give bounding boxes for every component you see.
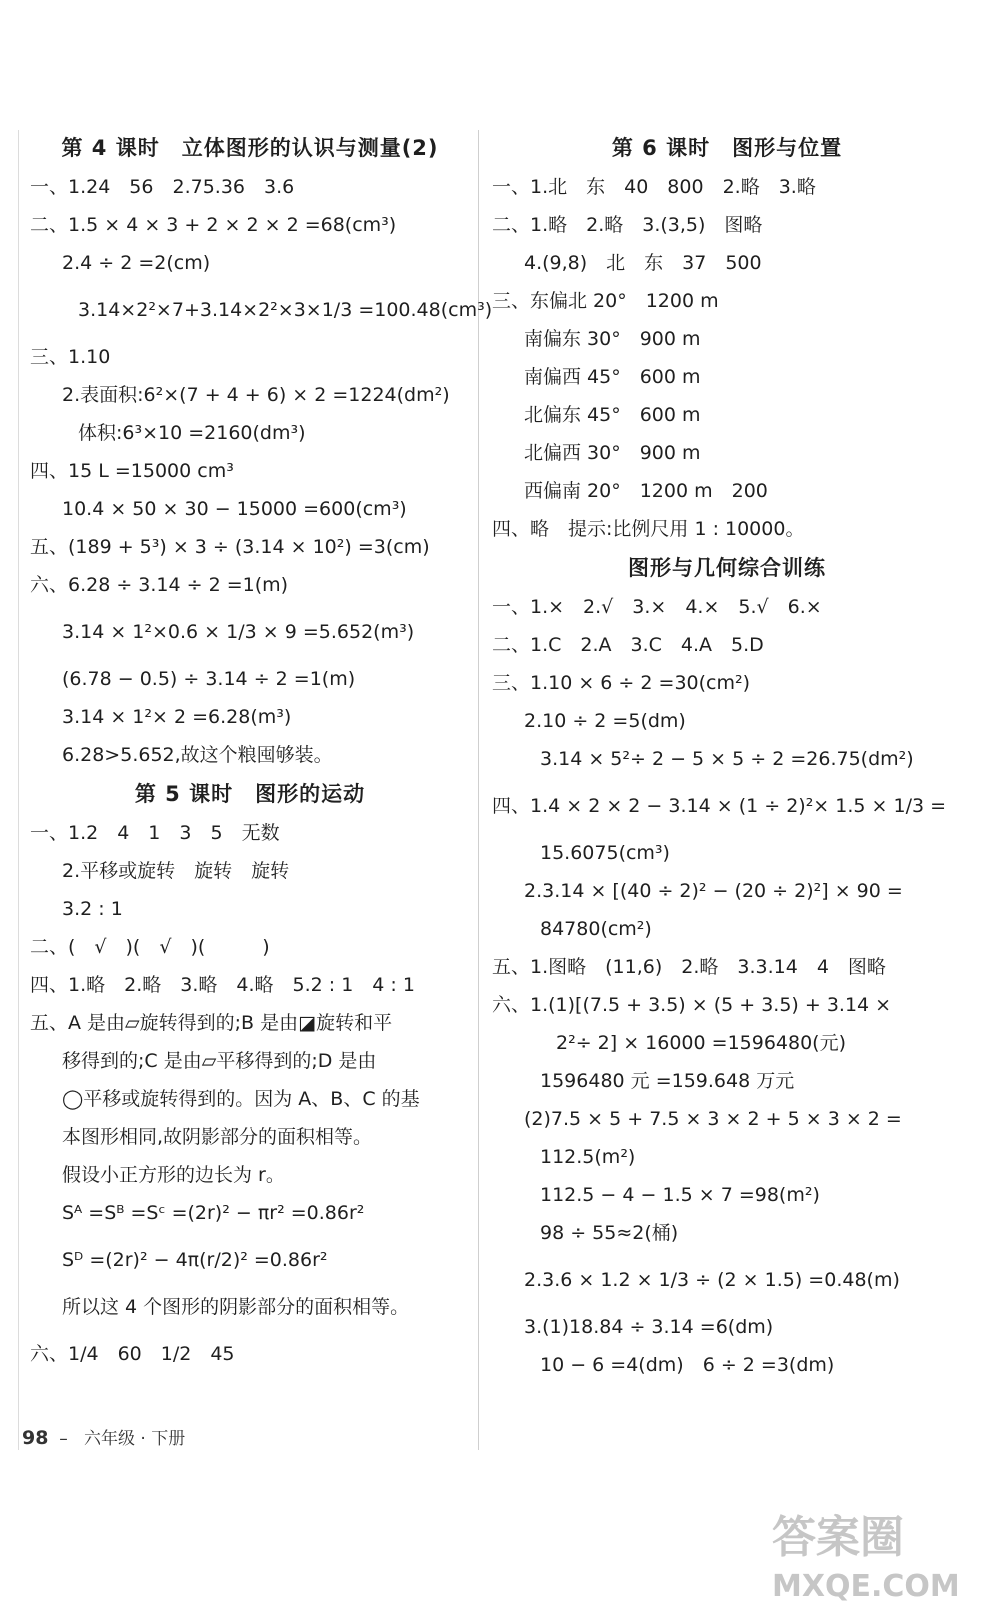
answer-line: 2.3.14 × [(40 ÷ 2)² − (20 ÷ 2)²] × 90 = xyxy=(524,880,903,902)
watermark-domain: MXQE.COM xyxy=(772,1569,960,1604)
answer-line: 4.(9,8) 北 东 37 500 xyxy=(524,252,762,274)
answer-line: 南偏西 45° 600 m xyxy=(524,366,701,388)
answer-line: 六、1.(1)[(7.5 + 3.5) × (5 + 3.5) + 3.14 × xyxy=(492,994,892,1016)
answer-line: 四、1.略 2.略 3.略 4.略 5.2 : 1 4 : 1 xyxy=(30,974,415,996)
answer-line: (2)7.5 × 5 + 7.5 × 3 × 2 + 5 × 3 × 2 = xyxy=(524,1108,902,1130)
answer-line: 二、( √ )( √ )( ) xyxy=(30,936,270,958)
left-column xyxy=(30,128,493,1382)
answer-line: 112.5 − 4 − 1.5 × 7 =98(m²) xyxy=(540,1184,820,1206)
answer-line: 1596480 元 =159.648 万元 xyxy=(540,1070,795,1092)
answer-formula: 3.14 × 1²×0.6 × 1/3 × 9 =5.652(m³) xyxy=(62,621,415,643)
answer-line: 四、15 L =15000 cm³ xyxy=(30,460,234,482)
answer-line: 五、(189 + 5³) × 3 ÷ (3.14 × 10²) =3(cm) xyxy=(30,536,430,558)
answer-line: 北偏东 45° 600 m xyxy=(524,404,701,426)
page-footer xyxy=(22,1424,185,1449)
answer-formula: 2.3.6 × 1.2 × 1/3 ÷ (2 × 1.5) =0.48(m) xyxy=(524,1269,900,1291)
section-heading-lesson5: 第 5 课时 图形的运动 xyxy=(134,782,366,806)
answer-line: 三、1.10 × 6 ÷ 2 =30(cm²) xyxy=(492,672,751,694)
answer-formula: 3.14×2²×7+3.14×2²×3×1/3 =100.48(cm³) xyxy=(78,299,493,321)
watermark-title: 答案圈 xyxy=(772,1512,904,1563)
answer-line: 二、1.略 2.略 3.(3,5) 图略 xyxy=(492,214,763,236)
answer-line: 南偏东 30° 900 m xyxy=(524,328,701,350)
grade-label: 六年级 · 下册 xyxy=(83,1429,186,1449)
answer-line: 二、1.5 × 4 × 3 + 2 × 2 × 2 =68(cm³) xyxy=(30,214,397,236)
answer-line: 3.14 × 5²÷ 2 − 5 × 5 ÷ 2 =26.75(dm²) xyxy=(540,748,914,770)
answer-line: 2.10 ÷ 2 =5(dm) xyxy=(524,710,686,732)
answer-line: 移得到的;C 是由▱平移得到的;D 是由 xyxy=(62,1050,377,1072)
binding-line xyxy=(18,130,19,1450)
answer-line: 所以这 4 个图形的阴影部分的面积相等。 xyxy=(62,1296,410,1318)
section-heading-lesson4: 第 4 课时 立体图形的认识与测量(2) xyxy=(61,136,439,160)
answer-line: 6.28>5.652,故这个粮囤够装。 xyxy=(62,744,333,766)
answer-line: 84780(cm²) xyxy=(540,918,652,940)
answer-line: 五、1.图略 (11,6) 2.略 3.3.14 4 图略 xyxy=(492,956,886,978)
watermark-logo xyxy=(768,1508,968,1604)
answer-line: 五、A 是由▱旋转得到的;B 是由◪旋转和平 xyxy=(30,1012,393,1034)
answer-line: 2²÷ 2] × 16000 =1596480(元) xyxy=(556,1032,847,1054)
answer-line: (6.78 − 0.5) ÷ 3.14 ÷ 2 =1(m) xyxy=(62,668,356,690)
section-heading-lesson6: 第 6 课时 图形与位置 xyxy=(611,136,843,160)
answer-line: 10 − 6 =4(dm) 6 ÷ 2 =3(dm) xyxy=(540,1354,835,1376)
answer-line: 3.2 : 1 xyxy=(62,898,123,920)
answer-line: 一、1.北 东 40 800 2.略 3.略 xyxy=(492,176,816,198)
answer-line: 四、略 提示:比例尺用 1 : 10000。 xyxy=(492,518,805,540)
answer-line: 一、1.× 2.√ 3.× 4.× 5.√ 6.× xyxy=(492,596,822,618)
answer-line: 2.4 ÷ 2 =2(cm) xyxy=(62,252,211,274)
answer-formula: 四、1.4 × 2 × 2 − 3.14 × (1 ÷ 2)²× 1.5 × 1/3 = xyxy=(492,795,947,817)
answer-line: 2.平移或旋转 旋转 旋转 xyxy=(62,860,290,882)
page-number: 98 xyxy=(22,1427,49,1449)
answer-line: 3.14 × 1²× 2 =6.28(m³) xyxy=(62,706,292,728)
answer-line: 体积:6³×10 =2160(dm³) xyxy=(78,422,306,444)
answer-line: 假设小正方形的边长为 r。 xyxy=(62,1164,285,1186)
footer-dash: – xyxy=(53,1429,79,1449)
answer-line: 三、东偏北 20° 1200 m xyxy=(492,290,719,312)
answer-formula: Sᴰ =(2r)² − 4π(r/2)² =0.86r² xyxy=(62,1249,328,1271)
answer-line: 六、6.28 ÷ 3.14 ÷ 2 =1(m) xyxy=(30,574,289,596)
answer-line: 2.表面积:6²×(7 + 4 + 6) × 2 =1224(dm²) xyxy=(62,384,450,406)
answer-line: 北偏西 30° 900 m xyxy=(524,442,701,464)
answer-line: 15.6075(cm³) xyxy=(540,842,670,864)
right-column xyxy=(492,128,962,1384)
answer-line: 一、1.24 56 2.75.36 3.6 xyxy=(30,176,295,198)
answer-line: 112.5(m²) xyxy=(540,1146,636,1168)
answer-line: 本图形相同,故阴影部分的面积相等。 xyxy=(62,1126,373,1148)
answer-line: 3.(1)18.84 ÷ 3.14 =6(dm) xyxy=(524,1316,774,1338)
answer-line: 10.4 × 50 × 30 − 15000 =600(cm³) xyxy=(62,498,407,520)
section-heading-review: 图形与几何综合训练 xyxy=(628,556,826,580)
answer-line: ◯平移或旋转得到的。因为 A、B、C 的基 xyxy=(62,1088,420,1110)
answer-line: 一、1.2 4 1 3 5 无数 xyxy=(30,822,280,844)
answer-line: 西偏南 20° 1200 m 200 xyxy=(524,480,768,502)
answer-line: 二、1.C 2.A 3.C 4.A 5.D xyxy=(492,634,764,656)
answer-line: 三、1.10 xyxy=(30,346,111,368)
answer-line: 六、1/4 60 1/2 45 xyxy=(30,1343,235,1365)
answer-line: Sᴬ =Sᴮ =Sᶜ =(2r)² − πr² =0.86r² xyxy=(62,1202,365,1224)
answer-line: 98 ÷ 55≈2(桶) xyxy=(540,1222,679,1244)
